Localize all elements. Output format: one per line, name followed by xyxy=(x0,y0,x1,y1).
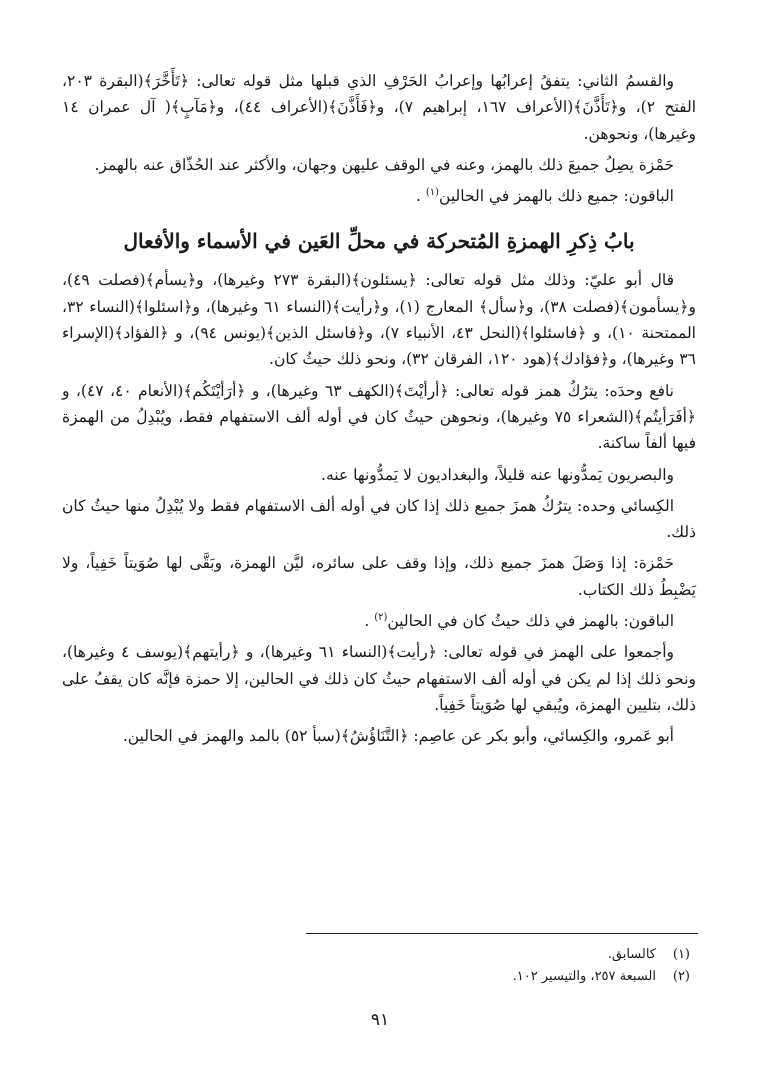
main-text xyxy=(62,68,696,755)
footnote-ref-1: (١) xyxy=(425,187,440,199)
footnote-divider xyxy=(306,933,698,934)
baqun-1-end: . xyxy=(416,187,426,206)
footnote-2 xyxy=(62,966,696,988)
page-number: ٩١ xyxy=(370,1010,390,1030)
baqun-1-text: الباقون: جميع ذلك بالهمز في الحالين xyxy=(439,187,674,206)
paragraph-baqun-1 xyxy=(62,183,696,209)
paragraph-basriyun: والبصريون يَمدُّونها عنه قليلاً، والبغداديون لا يَمدُّونها عنه. xyxy=(321,465,674,484)
paragraph-abu-amr: أبو عَمرو، والكِسائي، وأبو بكر عن عاصِم: ﴿التَّنَاؤُشُ﴾(سبأ ٥٢) بالمد والهمز في الحالين. xyxy=(122,727,674,746)
footnote-1-number: (١) xyxy=(672,947,690,962)
paragraph-baqun-2 xyxy=(62,608,696,634)
footnote-ref-2: (٢) xyxy=(374,611,388,623)
baqun-2-end: . xyxy=(364,612,375,631)
footnote-1-text: كالسابق. xyxy=(607,947,656,962)
footnote-1 xyxy=(62,944,696,966)
paragraph-abu-ali: قال أبو عليّ: وذلك مثل قوله تعالى: ﴿يسئلون﴾(البقرة ٢٧٣ وغيرها)، و﴿يسأم﴾(فصلت ٤٩)، و﴿يسأمون﴾(فصلت ٣٨)، و﴿سأل﴾ المعارج (١)، و﴿رأيت﴾(النساء ٦١ وغيرها)، و﴿اسئلوا﴾(النساء ٣٢، الممتحنة ١٠)، و ﴿فاسئلوا﴾(النحل ٤٣، الأنبياء ٧)، و﴿فاسئل الذين﴾(يونس ٩٤)، و ﴿الفؤاد﴾(الإسراء ٣٦ وغيرها)، و﴿فؤادك﴾(هود ١٢٠، الفرقان ٣٢)، ونحو ذلك حيثُ كان. xyxy=(62,271,696,369)
paragraph-second-category: والقسمُ الثاني: يتفقُ إعرابُها وإعرابُ الحَرْفِ الذي قبلها مثل قوله تعالى: ﴿تَأَخَّرَ﴾(البقرة ٢٠٣، الفتح ٢)، و﴿تَأَذَّنَ﴾(الأعراف ١٦٧، إبراهيم ٧)، و﴿فَأَذَّنَ﴾(الأعراف ٤٤)، و﴿مَآبٍ﴾( آل عمران ١٤ وغيرها)، ونحوهن. xyxy=(62,72,696,143)
footnote-2-number: (٢) xyxy=(672,969,690,984)
footnote-2-text: السبعة ٢٥٧، والتيسير ١٠٢. xyxy=(512,969,656,984)
chapter-heading: بابُ ذِكرِ الهمزةِ المُتحركة في محلِّ العَين في الأسماء والأفعال xyxy=(123,229,635,254)
paragraph-hamza-mid: حَمْزة: إذا وَصَلَ همزَ جميع ذلك، وإذا وقف على سائره، ليَّن الهمزة، وبَقَّى لها صُوَيتاً خَفِياً، ولا يَضْبِطُ ذلك الكتاب. xyxy=(62,554,696,599)
baqun-2-text: الباقون: بالهمز في ذلك حيثُ كان في الحالين xyxy=(387,612,674,631)
paragraph-hamza-top: حَمْزة يصِلُ جميعَ ذلك بالهمز، وعنه في الوقف عليهن وجهان، والأكثر عند الحُذّاق عنه بالهمز. xyxy=(94,155,674,174)
paragraph-ajmau: وأجمعوا على الهمز في قوله تعالى: ﴿رأيت﴾(النساء ٦١ وغيرها)، و ﴿رأيتهم﴾(يوسف ٤ وغيرها)، ونحو ذلك إذا لم يكن في أوله ألف الاستفهام حيثُ كان ذلك في الحالين، إلا حمزة فإنَّه كان يقفُ على ذلك، بتليين الهمزة، ويُبقي لها صُوَيتاً خَفِياً. xyxy=(62,643,696,714)
footnotes xyxy=(62,944,696,988)
paragraph-nafi: نافع وحدَه: يترُكُ همز قوله تعالى: ﴿أرأيْتَ﴾(الكهف ٦٣ وغيرها)، و ﴿أرَأيْتَكُم﴾(الأنعام ٤٠، ٤٧)، و ﴿أفَرَأيتُم﴾(الشعراء ٧٥ وغيرها)، ونحوهن حيثُ كان في أوله ألف الاستفهام فقط، ويُبْدِلُ من الهمزة فيها ألفاً ساكنة. xyxy=(62,381,696,453)
paragraph-kisai: الكِسائي وحده: يترُكُ همزَ جميع ذلك إذا كان في أوله ألف الاستفهام فقط ولا يُبْدِلُ منها حيثُ كان ذلك. xyxy=(62,496,696,542)
